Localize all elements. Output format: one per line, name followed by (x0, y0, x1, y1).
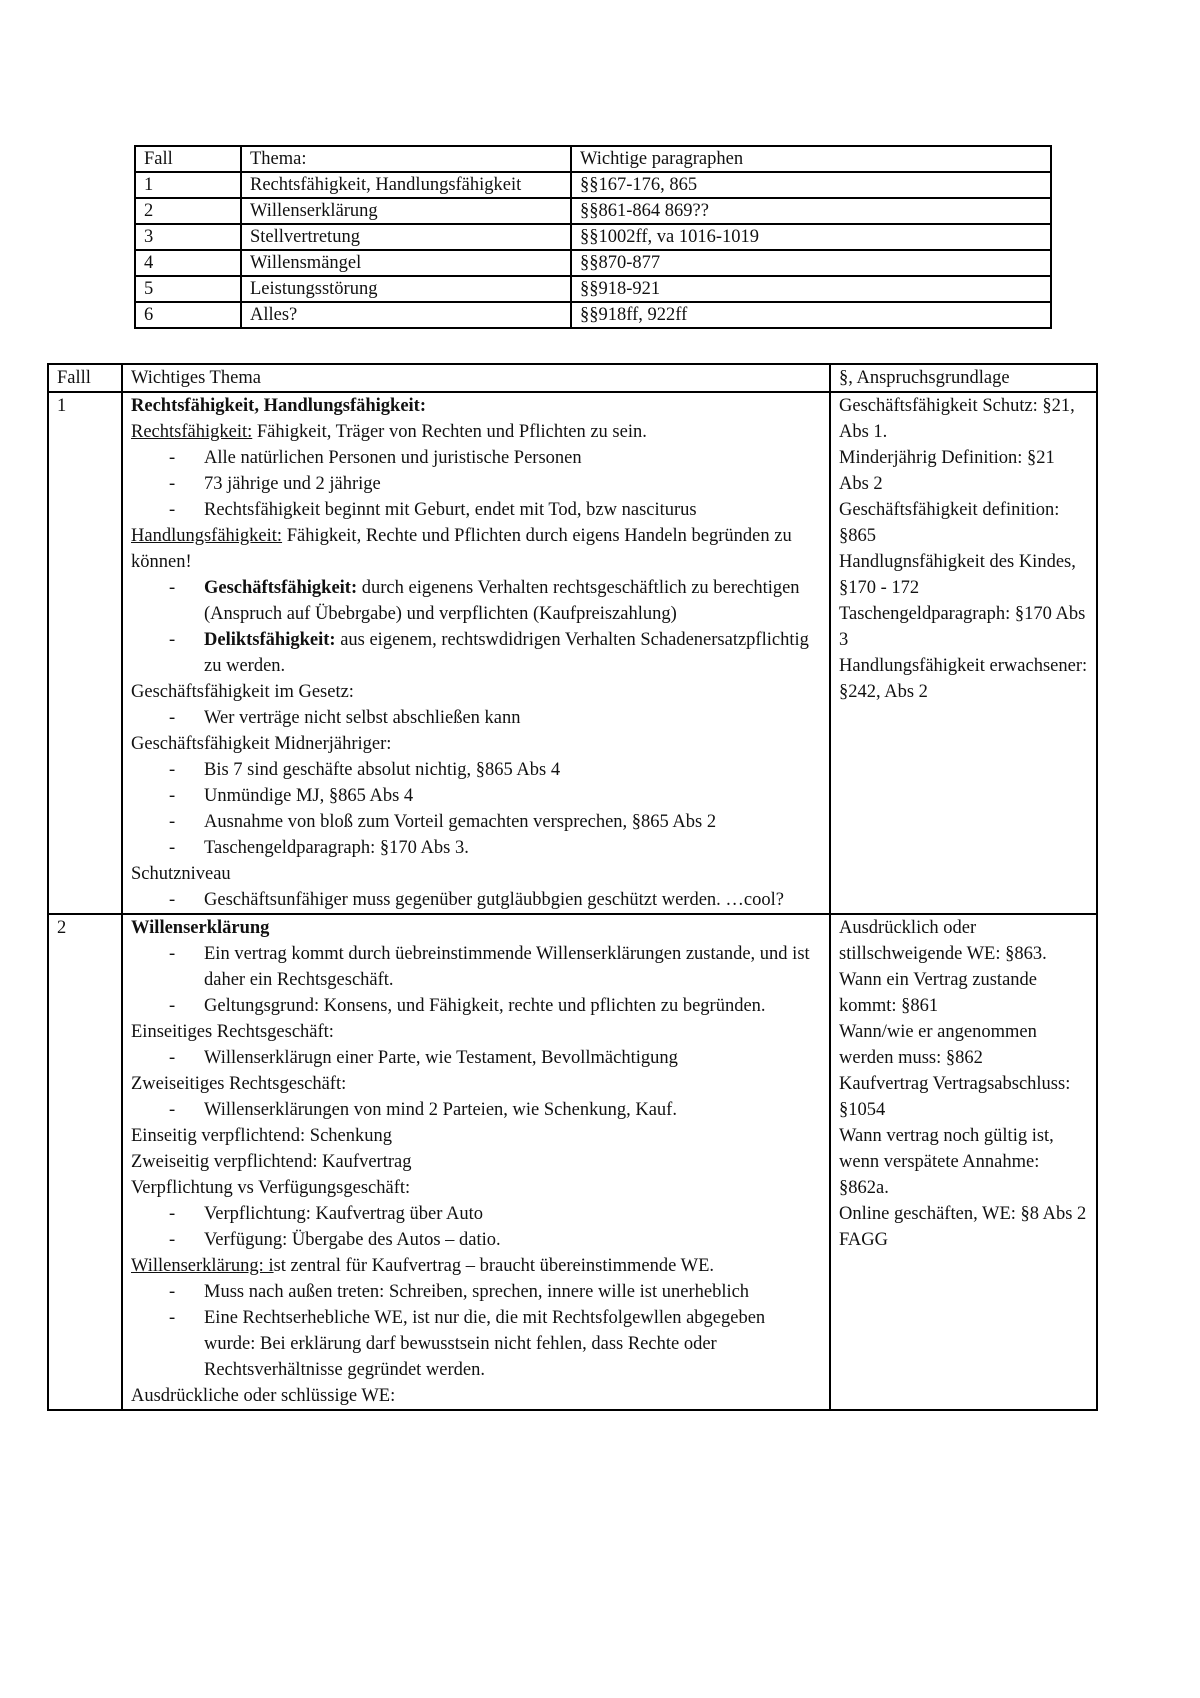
bullet-list (131, 1097, 821, 1123)
term-label: Geschäftsfähigkeit: (204, 578, 358, 598)
list-item (131, 627, 821, 679)
bullet-list (131, 757, 821, 861)
overview-cell-thema: Willensmängel (241, 250, 571, 276)
list-item: - Wer verträge nicht selbst abschließen kann (131, 705, 821, 731)
details-topic-cell (122, 914, 830, 1410)
paragraph: Zweiseitig verpflichtend: Kaufvertrag (131, 1152, 412, 1172)
overview-cell-thema: Willenserklärung (241, 198, 571, 224)
overview-cell-paragraphen: §§870-877 (571, 250, 1051, 276)
section-heading: Geschäftsfähigkeit Midnerjähriger: (131, 734, 392, 754)
list-item: - Taschengeldparagraph: §170 Abs 3. (131, 835, 821, 861)
legal-reference: Geschäftsfähigkeit definition: (839, 500, 1060, 520)
overview-row (135, 172, 1051, 198)
bullet-list (131, 575, 821, 679)
bullet-list (131, 887, 821, 913)
list-item: - Rechtsfähigkeit beginnt mit Geburt, endet mit Tod, bzw nasciturus (131, 497, 821, 523)
bullet-list (131, 1045, 821, 1071)
term-text: Fähigkeit, Träger von Rechten und Pflichten zu sein. (252, 422, 647, 442)
list-item: - Alle natürlichen Personen und juristische Personen (131, 445, 821, 471)
details-header-falll: Falll (48, 364, 122, 392)
term-text: st zentral für Kaufvertrag – braucht übereinstimmende WE. (273, 1256, 714, 1276)
list-item: - Verfügung: Übergabe des Autos – datio. (131, 1227, 821, 1253)
term-label: Rechtsfähigkeit: (131, 422, 253, 442)
details-legal-basis-cell (830, 914, 1097, 1410)
section-heading: Verpflichtung vs Verfügungsgeschäft: (131, 1178, 411, 1198)
legal-reference: Geschäftsfähigkeit Schutz: §21, Abs 1. (839, 396, 1075, 442)
legal-reference: Ausdrücklich oder stillschweigende WE: §863. (839, 918, 1047, 964)
overview-cell-paragraphen: §§1002ff, va 1016-1019 (571, 224, 1051, 250)
overview-row (135, 250, 1051, 276)
paragraph (131, 1253, 821, 1279)
overview-header-fall: Fall (135, 146, 241, 172)
overview-cell-thema: Stellvertretung (241, 224, 571, 250)
list-item: - Verpflichtung: Kaufvertrag über Auto (131, 1201, 821, 1227)
details-legal-basis-cell (830, 392, 1097, 914)
legal-reference: Handlugnsfähigkeit des Kindes, §170 - 172 (839, 552, 1076, 598)
details-header-anspruch: §, Anspruchsgrundlage (830, 364, 1097, 392)
details-header-row (48, 364, 1097, 392)
overview-cell-paragraphen: §§167-176, 865 (571, 172, 1051, 198)
topic-title: Rechtsfähigkeit, Handlungsfähigkeit: (131, 396, 427, 416)
overview-cell-fall: 4 (135, 250, 241, 276)
section-heading: Geschäftsfähigkeit im Gesetz: (131, 682, 354, 702)
list-item: - Willenserklärungen von mind 2 Parteien, wie Schenkung, Kauf. (131, 1097, 821, 1123)
paragraph: Ausdrückliche oder schlüssige WE: (131, 1386, 396, 1406)
overview-table (134, 145, 1052, 329)
details-topic-cell (122, 392, 830, 914)
list-item: - Muss nach außen treten: Schreiben, sprechen, innere wille ist unerheblich (131, 1279, 821, 1305)
term-label: Handlungsfähigkeit: (131, 526, 283, 546)
legal-reference: Wann vertrag noch gültig ist, wenn verspätete Annahme: §862a. (839, 1126, 1054, 1198)
overview-cell-fall: 1 (135, 172, 241, 198)
paragraph: Einseitig verpflichtend: Schenkung (131, 1126, 392, 1146)
paragraph (131, 523, 821, 575)
overview-cell-thema: Alles? (241, 302, 571, 328)
list-item: - Unmündige MJ, §865 Abs 4 (131, 783, 821, 809)
overview-header-paragraphen: Wichtige paragraphen (571, 146, 1051, 172)
list-item: - 73 jährige und 2 jährige (131, 471, 821, 497)
overview-header-row (135, 146, 1051, 172)
section-heading: Einseitiges Rechtsgeschäft: (131, 1022, 334, 1042)
legal-reference: §865 (839, 526, 876, 546)
legal-reference: Handlungsfähigkeit erwachsener: §242, Abs 2 (839, 656, 1088, 702)
paragraph (131, 419, 821, 445)
details-row-number: 2 (48, 914, 122, 1410)
overview-cell-thema: Rechtsfähigkeit, Handlungsfähigkeit (241, 172, 571, 198)
list-item (131, 575, 821, 627)
overview-cell-paragraphen: §§918ff, 922ff (571, 302, 1051, 328)
overview-cell-thema: Leistungsstörung (241, 276, 571, 302)
bullet-list (131, 1279, 821, 1383)
section-heading: Schutzniveau (131, 864, 231, 884)
bullet-list (131, 705, 821, 731)
overview-header-thema: Thema: (241, 146, 571, 172)
legal-reference: Wann ein Vertrag zustande kommt: §861 (839, 970, 1037, 1016)
overview-cell-fall: 3 (135, 224, 241, 250)
term-text: durch eigenens Verhalten rechtsgeschäftlich zu berechtigen (Anspruch auf Übebrgabe) und verpflichten (Kaufpreiszahlung) (204, 578, 800, 624)
topic-title: Willenserklärung (131, 918, 270, 938)
term-label: Deliktsfähigkeit: (204, 630, 336, 650)
legal-reference: Kaufvertrag Vertragsabschluss: §1054 (839, 1074, 1071, 1120)
legal-reference: Online geschäften, WE: §8 Abs 2 FAGG (839, 1204, 1087, 1250)
details-row-number: 1 (48, 392, 122, 914)
details-header-thema: Wichtiges Thema (122, 364, 830, 392)
list-item: - Willenserklärugn einer Parte, wie Testament, Bevollmächtigung (131, 1045, 821, 1071)
term-text: aus eigenem, rechtswdidrigen Verhalten Schadenersatzpflichtig zu werden. (204, 630, 809, 676)
details-row-1 (48, 392, 1097, 914)
list-item: - Eine Rechtserhebliche WE, ist nur die, die mit Rechtsfolgewllen abgegeben wurde: Bei erklärung darf bewusstsein nicht fehlen, dass Rechte oder Rechtsverhältnisse gegründet werden. (131, 1305, 821, 1383)
overview-cell-fall: 5 (135, 276, 241, 302)
term-label: Willenserklärung: i (131, 1256, 274, 1276)
overview-row (135, 198, 1051, 224)
bullet-list (131, 941, 821, 1019)
legal-reference: Taschengeldparagraph: §170 Abs 3 (839, 604, 1086, 650)
legal-reference: Wann/wie er angenommen werden muss: §862 (839, 1022, 1037, 1068)
details-table (47, 363, 1098, 1411)
overview-cell-paragraphen: §§918-921 (571, 276, 1051, 302)
legal-reference: Minderjährig Definition: §21 Abs 2 (839, 448, 1055, 494)
overview-row (135, 276, 1051, 302)
term-text: Fähigkeit, Rechte und Pflichten durch eigens Handeln begründen zu können! (131, 526, 792, 572)
list-item: - Ein vertrag kommt durch üebreinstimmende Willenserklärungen zustande, und ist daher ein Rechtsgeschäft. (131, 941, 821, 993)
bullet-list (131, 1201, 821, 1253)
list-item: - Geltungsgrund: Konsens, und Fähigkeit, rechte und pflichten zu begründen. (131, 993, 821, 1019)
overview-row (135, 224, 1051, 250)
details-row-2 (48, 914, 1097, 1410)
overview-row (135, 302, 1051, 328)
overview-cell-fall: 2 (135, 198, 241, 224)
overview-cell-fall: 6 (135, 302, 241, 328)
bullet-list (131, 445, 821, 523)
list-item: - Ausnahme von bloß zum Vorteil gemachten versprechen, §865 Abs 2 (131, 809, 821, 835)
section-heading: Zweiseitiges Rechtsgeschäft: (131, 1074, 347, 1094)
list-item: - Bis 7 sind geschäfte absolut nichtig, §865 Abs 4 (131, 757, 821, 783)
overview-cell-paragraphen: §§861-864 869?? (571, 198, 1051, 224)
list-item: - Geschäftsunfähiger muss gegenüber gutgläubbgien geschützt werden. …cool? (131, 887, 821, 913)
